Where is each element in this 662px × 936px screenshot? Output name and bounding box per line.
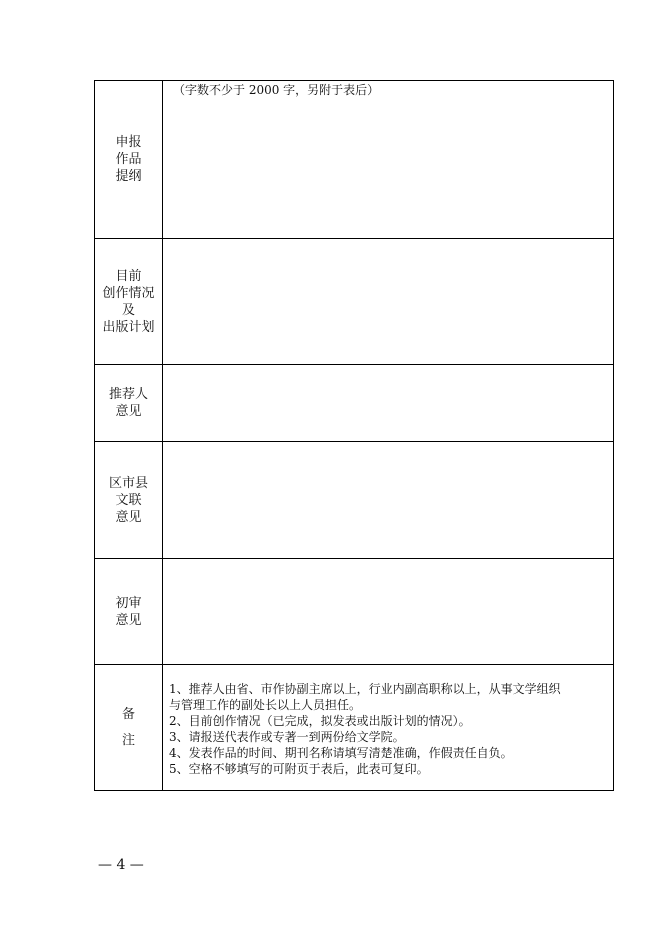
note-line: 3、请报送代表作或专著一到两份给文学院。 [169,729,405,744]
row-initial-review-opinion [95,559,614,665]
row-creation-status [95,239,614,365]
label-line: 推荐人 [108,387,148,402]
label-line: 申报 [115,135,142,150]
label-remarks [95,665,163,791]
label-line: 意见 [115,509,142,525]
row-recommender-opinion [95,365,614,442]
label-initial-review-opinion [95,559,163,665]
label-line: 目前 [115,268,142,284]
field-federation-opinion[interactable] [163,442,614,559]
field-work-outline[interactable] [163,81,614,239]
note-line: 2、目前创作情况（已完成，拟发表或出版计划的情况）。 [169,713,471,728]
note-line: 与管理工作的副处长以上人员担任。 [169,697,362,712]
note-line: 4、发表作品的时间、期刊名称请填写清楚准确，作假责任自负。 [169,745,513,760]
label-line: 初审 [115,595,142,611]
row-federation-opinion [95,442,614,559]
label-line: 提纲 [115,169,142,184]
label-work-outline [95,81,163,239]
label-line: 区市县 [108,475,148,491]
field-initial-review-opinion[interactable] [163,559,614,665]
label-line: 出版计划 [102,319,155,335]
label-line: 注 [121,733,135,748]
application-form-table [94,80,614,791]
note-line: 1、推荐人由省、市作协副主席以上，行业内副高职称以上，从事文学组织 [169,681,561,696]
remarks-notes [163,665,614,791]
label-creation-status [95,239,163,365]
label-line: 及 [121,302,135,318]
label-line: 文联 [115,492,142,508]
note-line: 5、空格不够填写的可附页于表后，此表可复印。 [169,761,429,776]
label-line: 作品 [115,152,142,167]
label-line: 意见 [115,612,142,628]
row-remarks [95,665,614,791]
label-line: 创作情况 [102,285,155,301]
row-work-outline [95,81,614,239]
page-number: — 4 — [98,857,144,873]
field-recommender-opinion[interactable] [163,365,614,442]
label-line: 备 [121,707,135,722]
field-creation-status[interactable] [163,239,614,365]
label-recommender-opinion [95,365,163,442]
outline-hint-text: （字数不少于 2000 字，另附于表后） [173,83,380,97]
label-line: 意见 [115,404,142,419]
label-federation-opinion [95,442,163,559]
